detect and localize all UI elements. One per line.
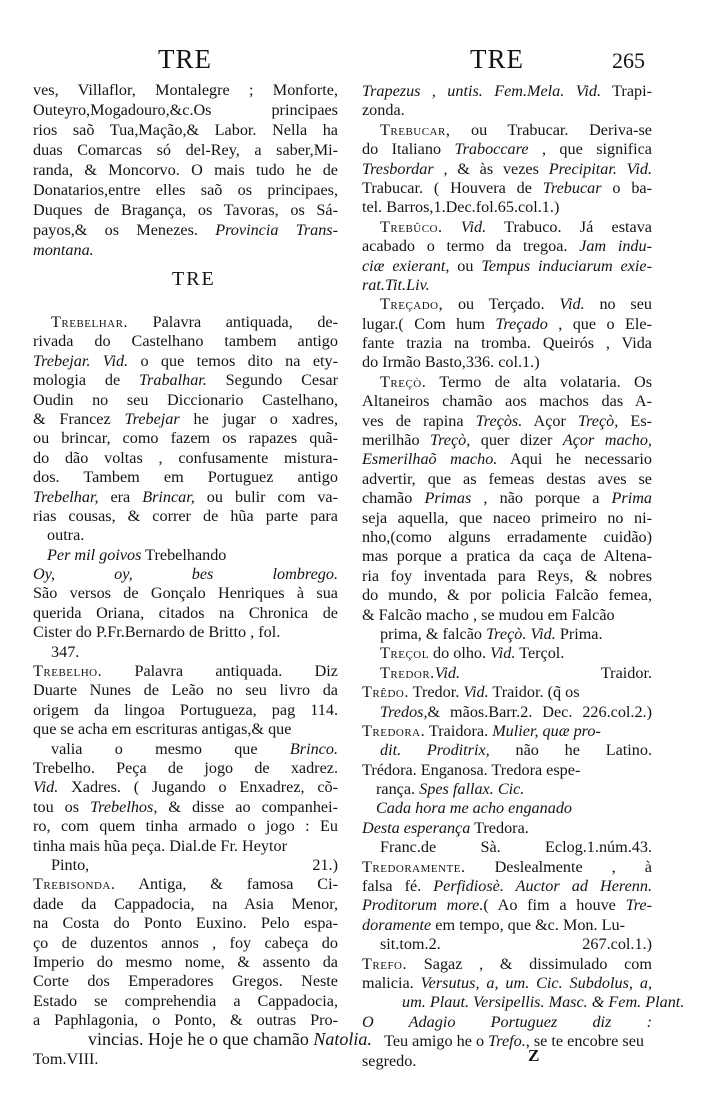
italic-run: Brinco. <box>289 739 338 758</box>
text-line <box>362 470 652 489</box>
text-line <box>33 507 338 526</box>
italic-run: Vid. <box>559 295 585 314</box>
text-line <box>362 373 652 392</box>
text-line <box>362 160 652 179</box>
headword: Trebelhar. <box>51 313 128 331</box>
text-line <box>33 391 338 410</box>
text-run: quer dizer <box>470 431 563 450</box>
italic-run: Cada hora me acho enganado <box>376 799 573 818</box>
text-run: do Italiano <box>362 140 455 159</box>
text-run: Palavra antiquada. Diz <box>102 662 338 681</box>
text-run: acabado o termo da tregoa. <box>362 237 580 256</box>
text-run: ves de rapina <box>362 411 476 430</box>
text-line <box>362 315 652 334</box>
text-line <box>362 625 652 644</box>
text-line <box>362 974 652 993</box>
italic-run: Mulier, quæ pro- <box>492 721 601 740</box>
text-run: ço de duzentos annos , foy cabeça do <box>33 933 338 952</box>
text-line <box>362 586 652 605</box>
text-run: , que significa <box>528 140 652 159</box>
text-run: Tredora. <box>470 818 529 837</box>
italic-run: Esmerilhaõ macho. <box>362 450 498 469</box>
text-line <box>33 140 338 160</box>
text-line <box>33 817 338 836</box>
italic-run: Vid. <box>434 663 461 682</box>
text-run: do dão voltas , confusamente mistura- <box>33 448 338 467</box>
text-run: no seu <box>584 295 652 314</box>
text-run: Trabucar. ( Houvera de <box>362 178 543 197</box>
text-line <box>362 799 652 818</box>
text-run: sit.tom.2. 267.col.1.) <box>380 935 652 954</box>
text-line <box>33 798 338 817</box>
text-run: não he Latino. <box>489 741 653 760</box>
text-run: ves, Villaflor, Montalegre ; Monforte, <box>33 81 338 99</box>
text-run: Oudin no seu Diccionario Castelhano, <box>33 390 338 409</box>
text-run: nho,(como alguns erradamente cuidão) <box>362 527 652 546</box>
italic-run: Treçò, <box>577 411 619 430</box>
text-line <box>33 332 338 351</box>
italic-run: Tresbordar <box>362 159 434 178</box>
italic-run: Proditorum more. <box>362 896 484 915</box>
text-line <box>362 140 652 159</box>
text-line <box>362 916 652 935</box>
text-run: segredo. <box>362 1051 417 1070</box>
text-line <box>33 953 338 972</box>
text-run: Franc.de Sà. Eclog.1.núm.43. <box>380 838 652 857</box>
italic-run: Trapezus , untis. Fem.Mela. Vid. <box>362 82 602 100</box>
text-line <box>33 1011 338 1030</box>
text-run: rios saõ Tua,Mação,& Labor. Nella ha <box>33 121 338 139</box>
text-run: merilhão <box>362 431 430 450</box>
italic-run: Trebucar <box>542 178 602 197</box>
left-column-entries <box>33 313 372 1069</box>
text-run: valia o mesmo que <box>51 739 290 758</box>
text-run: , não porque a <box>471 489 612 508</box>
italic-run: montana. <box>33 241 94 259</box>
headword: Trebûco. <box>380 217 443 236</box>
text-run: advertir, que as femeas destas aves se <box>362 469 652 488</box>
italic-run: Desta esperança <box>362 818 471 837</box>
text-line <box>362 547 652 566</box>
text-run: o que temos dito na ety- <box>128 351 338 370</box>
italic-run: Vid. <box>460 217 487 236</box>
italic-run: Treçado <box>495 314 548 333</box>
text-line <box>33 992 338 1011</box>
text-run: São versos de Gonçalo Henriques à sua <box>33 584 338 603</box>
italic-run: Trefo. <box>488 1032 526 1051</box>
text-run: randa, & Moncorvo. O mais tudo he de <box>33 161 338 179</box>
text-line <box>362 664 652 683</box>
italic-run: rat.Tit.Liv. <box>362 275 430 294</box>
text-line <box>33 643 338 662</box>
text-run: Traidora. <box>425 721 493 740</box>
text-line <box>33 1029 372 1050</box>
text-line <box>362 780 652 799</box>
text-run: rivada do Castelhano tambem antigo <box>33 332 338 351</box>
text-line <box>33 720 338 739</box>
text-run: Trebelho. Peça de jogo de xadrez. <box>33 758 338 777</box>
headword: Treçado, <box>380 295 444 314</box>
signature-mark: Z <box>528 1046 540 1065</box>
text-line <box>33 778 338 797</box>
italic-run: Treçòs. <box>475 411 523 430</box>
text-line <box>362 644 652 663</box>
text-line <box>33 914 338 933</box>
text-run: & disse ao companhei- <box>157 797 338 816</box>
text-run: Estado se comprehendia a Cappadocia, <box>33 991 338 1010</box>
text-run: Donatarios,entre elles saõ os principaes, <box>33 181 338 199</box>
italic-run: Trebelhos, <box>90 797 158 816</box>
section-heading: TRE <box>172 268 216 290</box>
text-run: Imperio do mesmo nome, & assento da <box>33 952 338 971</box>
text-run: payos,& os Menezes. <box>33 221 216 239</box>
text-run: Xadres. ( Jugando o Enxadrez, cõ- <box>58 778 338 797</box>
italic-run: Perfidiosè. Auctor ad Herenn. <box>433 877 652 896</box>
text-run: Terçol. <box>515 644 565 663</box>
text-line <box>362 295 652 314</box>
text-run: Açor <box>522 411 578 430</box>
text-run: , se te encobre seu <box>525 1032 644 1051</box>
text-run: lugar.( Com hum <box>362 314 496 333</box>
text-line <box>33 759 338 778</box>
text-run: era <box>98 487 143 506</box>
running-head-right: TRE <box>470 44 524 74</box>
text-line <box>362 1052 652 1071</box>
text-run: Teu amigo he o <box>384 1032 489 1051</box>
text-run: fante trazia na tromba. Queirós , Vida <box>362 334 652 353</box>
text-line <box>362 198 652 217</box>
text-run: Altaneiros chamão aos machos das A- <box>362 392 652 411</box>
text-line <box>362 450 652 469</box>
text-run: querida Oriana, citados na Chronica de <box>33 603 338 622</box>
text-run: Aqui he necessario <box>497 450 652 469</box>
text-line <box>33 584 338 603</box>
headword: Trebucar, <box>380 120 451 139</box>
text-run: 347. <box>51 642 80 661</box>
text-run: dos. Tambem em Portuguez antigo <box>33 468 338 487</box>
text-line <box>33 701 338 720</box>
italic-run: Jam indu- <box>579 237 652 256</box>
italic-run: O Adagio Portuguez diz : <box>362 1012 652 1031</box>
text-run: Traidor. <box>460 663 652 682</box>
text-line <box>33 468 338 487</box>
italic-run: ciæ exierant, <box>362 256 450 275</box>
text-run: Termo de alta volataria. Os <box>426 372 652 391</box>
text-line <box>33 546 338 565</box>
text-line <box>362 819 652 838</box>
text-run: tou os <box>33 797 91 816</box>
text-run: prima, & falcão <box>380 624 487 643</box>
text-run: , que o Ele- <box>547 314 652 333</box>
text-run: Duarte Nunes de Leão no seu livro da <box>33 681 338 700</box>
text-line <box>362 858 652 877</box>
text-line <box>362 838 652 857</box>
italic-run: Primas <box>424 489 472 508</box>
headword: Tredor. <box>380 663 435 682</box>
text-line <box>33 313 338 332</box>
headword: Trebisonda. <box>33 875 116 894</box>
text-line <box>33 240 338 260</box>
italic-run: Prima <box>611 489 652 508</box>
text-run: mologia de <box>33 371 139 390</box>
text-run: Palavra antiquada, de- <box>128 313 338 331</box>
text-run: ou Trabucar. Deriva-se <box>450 120 652 139</box>
text-line <box>33 120 338 140</box>
text-line <box>362 392 652 411</box>
text-line <box>33 80 338 100</box>
headword: Tredoramente. <box>362 857 466 876</box>
text-line <box>33 410 338 429</box>
italic-run: Traboccare <box>454 140 529 159</box>
text-run: & Falcão macho , se mudou em Falcão <box>362 605 615 624</box>
italic-run: Vid. <box>490 644 516 663</box>
text-run: dade da Cappadocia, na Asia Menor, <box>33 894 338 913</box>
italic-run: Vid. <box>463 683 489 702</box>
text-run: Cister do P.Fr.Bernardo de Britto , fol. <box>33 623 281 642</box>
text-line <box>33 662 338 681</box>
italic-run: Tre- <box>625 896 652 915</box>
text-line <box>362 528 652 547</box>
text-run: do olho. <box>428 644 491 663</box>
text-line <box>33 740 338 759</box>
text-run: a Paphlagonia, o Ponto, & outras Pro- <box>33 1011 338 1030</box>
italic-run: Tempus induciarum exie- <box>481 256 652 275</box>
text-line <box>33 972 338 991</box>
text-run: ou brincar, como fazem os rapazes quã- <box>33 429 338 448</box>
text-run: Es- <box>618 411 653 430</box>
text-run: Deslealmente , à <box>465 857 652 876</box>
text-run: vincias. Hoje he o que chamão <box>88 1029 314 1050</box>
text-line <box>362 101 652 120</box>
text-line <box>362 683 652 702</box>
text-run: na Costa do Ponto Euxino. Pelo espa- <box>33 914 338 933</box>
text-run: Antiga, & famosa Ci- <box>115 875 338 894</box>
text-line <box>33 526 338 545</box>
headword: Treçol <box>380 644 429 663</box>
text-run <box>443 218 461 236</box>
text-line <box>362 1032 652 1051</box>
text-line <box>33 200 338 220</box>
text-run: Trédora. Enganosa. Tredora espe- <box>362 760 581 779</box>
text-run: chamão <box>362 489 425 508</box>
text-line <box>33 449 338 468</box>
italic-run: Spes fallax. Cic. <box>419 780 525 799</box>
running-head-left: TRE <box>158 44 212 74</box>
text-line <box>33 856 338 875</box>
left-column-continuation <box>33 80 338 260</box>
text-run: Duques de Bragança, os Tavoras, os Sá- <box>33 201 338 219</box>
text-line <box>362 703 652 722</box>
text-run: Prima. <box>555 624 603 643</box>
text-line <box>362 257 652 276</box>
italic-run: Açor macho, <box>562 431 652 450</box>
text-run: Trapi- <box>601 82 652 100</box>
text-run: Corte dos Emperadores Gregos. Neste <box>33 972 338 991</box>
italic-run: dit. Proditrix, <box>380 741 490 760</box>
text-line <box>33 623 338 642</box>
text-run: zonda. <box>362 101 405 120</box>
text-line <box>362 412 652 431</box>
text-line <box>33 160 338 180</box>
text-line <box>362 334 652 353</box>
text-line <box>362 431 652 450</box>
italic-run: Versutus, a, um. Cic. Subdolus, a, <box>420 973 652 992</box>
italic-run: Trebejar <box>124 409 180 428</box>
text-line <box>33 1050 338 1069</box>
text-run: ro, com quem tinha armado o jogo : Eu <box>33 817 338 836</box>
text-run: duas Comarcas só del-Rey, a saber,Mi- <box>33 141 338 159</box>
page-number: 265 <box>612 48 645 73</box>
headword: Trêdo. <box>362 683 409 702</box>
text-line <box>33 220 338 240</box>
text-line <box>33 681 338 700</box>
text-run: falsa fé. <box>362 877 434 896</box>
text-line <box>33 934 338 953</box>
italic-run: Treçò, <box>430 431 471 450</box>
text-line <box>33 352 338 371</box>
text-line <box>362 955 652 974</box>
text-run: ou bulir com va- <box>194 487 338 506</box>
text-run: Traidor. (q̃ os <box>488 683 580 702</box>
headword: Trebelho. <box>33 662 103 681</box>
text-run: do Irmão Basto,336. col.1.) <box>362 353 540 372</box>
text-run: ( Ao fim a houve <box>483 896 626 915</box>
text-line <box>362 237 652 256</box>
italic-run: Precipitar. Vid. <box>548 159 652 178</box>
text-line <box>362 567 652 586</box>
italic-run: Tredos, <box>380 702 428 721</box>
text-line <box>362 353 652 372</box>
text-run: Tom.VIII. <box>33 1049 99 1068</box>
text-run: outra. <box>47 526 85 545</box>
text-line <box>362 722 652 741</box>
text-run: origem da lingoa Portugueza, pag 114. <box>33 700 338 719</box>
italic-run: um. Plaut. Versipellis. Masc. & Fem. Plant. <box>402 993 685 1012</box>
italic-run: Per mil goivos <box>47 545 142 564</box>
text-line <box>362 896 652 915</box>
text-line <box>33 875 338 894</box>
text-line <box>362 509 652 528</box>
text-run: ou <box>449 256 482 275</box>
text-run: Outeyro,Mogadouro,&c.Os principaes <box>33 101 338 119</box>
text-run: tel. Barros,1.Dec.fol.65.col.1.) <box>362 198 560 217</box>
text-run: he jugar o xadres, <box>179 409 338 428</box>
text-line <box>33 180 338 200</box>
text-run: , & às vezes <box>433 159 549 178</box>
text-line <box>33 429 338 448</box>
text-run: em tempo, que &c. Mon. Lu- <box>431 915 625 934</box>
italic-run: Trebejar. Vid. <box>33 351 129 370</box>
text-line <box>33 371 338 390</box>
text-line <box>362 179 652 198</box>
text-run: Pinto, 21.) <box>51 855 338 874</box>
italic-run: Oy, oy, bes lombrego. <box>33 565 338 584</box>
text-line <box>362 82 652 101</box>
text-run: rança. <box>376 780 420 799</box>
text-line <box>362 606 652 625</box>
text-line <box>33 100 338 120</box>
text-run: que se acha em escrituras antigas,& que <box>33 720 292 739</box>
text-line <box>33 895 338 914</box>
text-run: malicia. <box>362 973 421 992</box>
text-line <box>33 837 338 856</box>
text-line <box>362 121 652 140</box>
headword: Trefo. <box>362 954 408 973</box>
text-run: & Francez <box>33 409 125 428</box>
italic-run: Trabalhar. <box>138 371 207 390</box>
text-run: & mãos.Barr.2. Dec. 226.col.2.) <box>427 702 652 721</box>
text-run: mas porque a pratica da caça de Altena- <box>362 547 652 566</box>
text-line <box>33 604 338 623</box>
text-run: Tredor. <box>408 683 464 702</box>
italic-run: Brincar, <box>142 487 195 506</box>
italic-run: Vid. <box>33 778 59 797</box>
text-run: seja aquella, que naceo primeiro no ni- <box>362 508 652 527</box>
italic-run: doramente <box>362 915 432 934</box>
text-run: tinha mais hũa peça. Dial.de Fr. Heytor <box>33 836 287 855</box>
italic-run: Provincia Trans- <box>215 221 338 239</box>
text-run: Trebelhando <box>141 545 227 564</box>
text-line <box>362 218 652 237</box>
text-run: ou Terçado. <box>443 295 560 314</box>
headword: Treçò. <box>380 372 427 391</box>
text-run: Trabuco. Já estava <box>486 217 652 236</box>
text-line <box>362 276 652 295</box>
text-line <box>33 488 338 507</box>
text-line <box>362 993 685 1012</box>
italic-run: Treçò. Vid. <box>486 624 556 643</box>
text-line <box>362 877 652 896</box>
text-line <box>362 489 652 508</box>
text-line <box>362 761 652 780</box>
italic-run: Natolia. <box>313 1029 372 1050</box>
text-run: Segundo Cesar <box>206 371 338 390</box>
text-line <box>362 935 652 954</box>
text-line <box>362 1013 652 1032</box>
text-run: do mundo, & por policia Falcão femea, <box>362 586 652 605</box>
text-run: rias cousas, & correr de hũa parte para <box>33 506 338 525</box>
text-line <box>362 741 652 760</box>
headword: Tredora. <box>362 721 426 740</box>
text-run: ria foy inventada para Reys, & nobres <box>362 566 652 585</box>
italic-run: Trebelhar, <box>33 487 99 506</box>
text-run: o ba- <box>601 178 652 197</box>
text-line <box>33 565 338 584</box>
right-column-entries <box>362 82 685 1071</box>
text-run: Sagaz , & dissimulado com <box>407 954 652 973</box>
